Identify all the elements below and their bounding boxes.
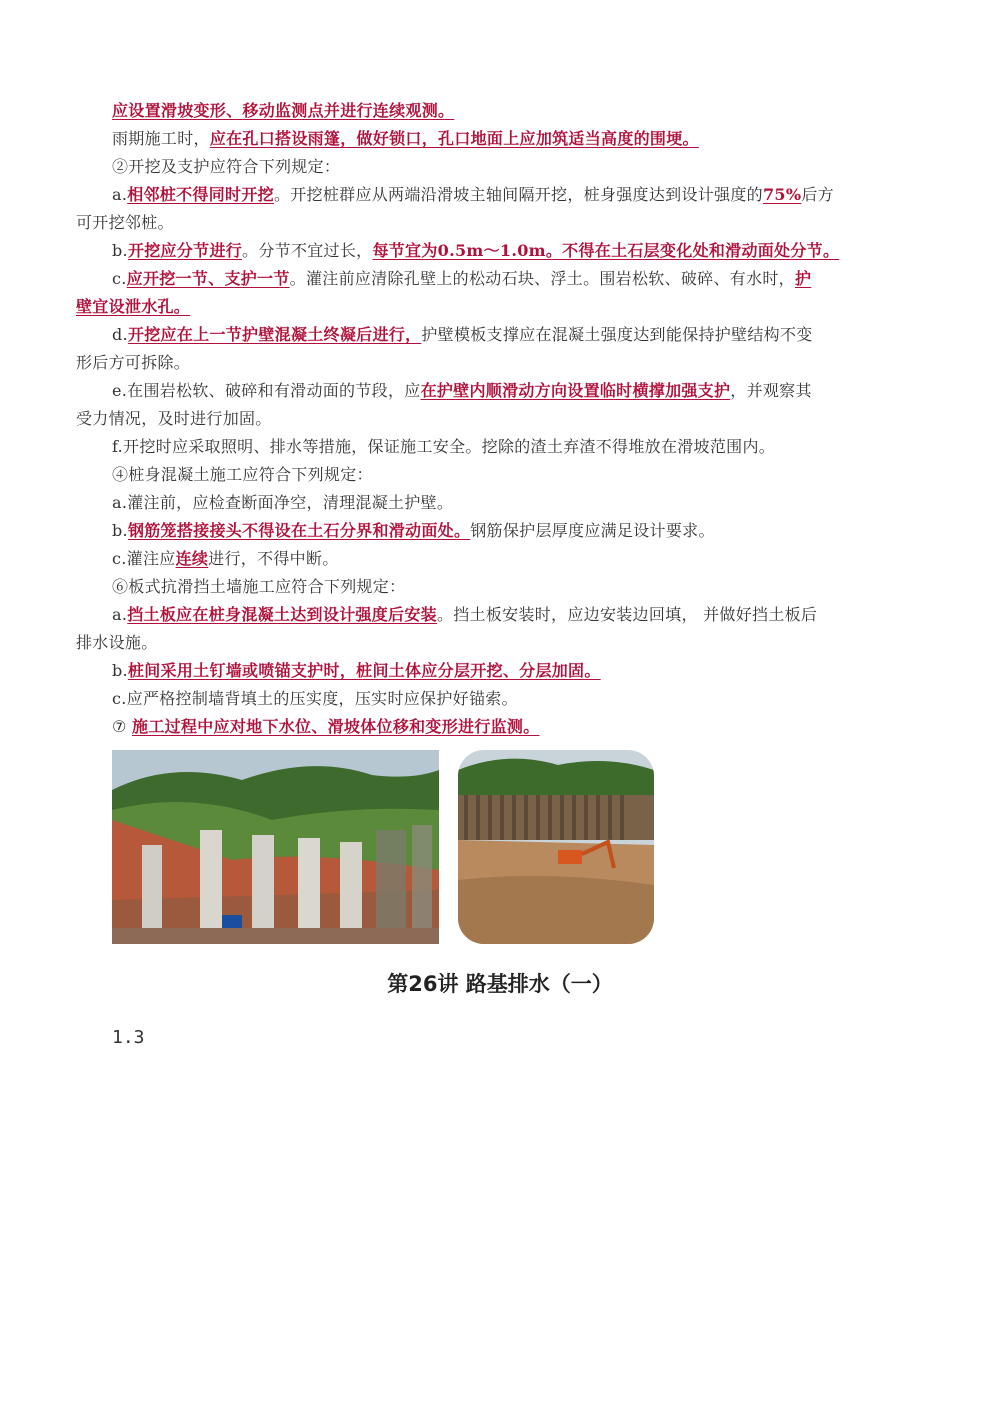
plain-text: c. bbox=[112, 269, 127, 288]
section-number: 1.3 bbox=[112, 1027, 145, 1048]
text-line bbox=[76, 209, 926, 237]
text-line bbox=[112, 545, 962, 573]
plain-text: 。灌注前应清除孔壁上的松动石块、浮土。围岩松软、破碎、有水时， bbox=[289, 269, 795, 288]
highlighted-text: 挡土板应在桩身混凝土达到设计强度后安装 bbox=[127, 605, 437, 624]
highlighted-text: 在护壁内顺滑动方向设置临时横撑加强支护 bbox=[420, 381, 731, 400]
text-line bbox=[112, 125, 962, 153]
plain-text: 。分节不宜过长， bbox=[242, 241, 373, 260]
plain-text: 可开挖邻桩。 bbox=[76, 213, 174, 232]
text-line bbox=[112, 377, 962, 405]
highlighted-text: 壁宜设泄水孔。 bbox=[76, 297, 191, 316]
plain-text: a. bbox=[112, 605, 128, 624]
plain-text: c.应严格控制墙背填土的压实度，压实时应保护好锚索。 bbox=[112, 689, 518, 708]
text-line bbox=[112, 573, 962, 601]
highlighted-text: 施工过程中应对地下水位、滑坡体位移和变形进行监测。 bbox=[132, 717, 540, 736]
plain-text: b. bbox=[112, 661, 128, 680]
text-line bbox=[112, 433, 962, 461]
plain-text: ②开挖及支护应符合下列规定： bbox=[112, 157, 341, 176]
highlighted-text: 应在孔口搭设雨篷，做好锁口，孔口地面上应加筑适当高度的围埂。 bbox=[209, 129, 699, 148]
plain-text: b. bbox=[112, 241, 128, 260]
text-line bbox=[112, 181, 962, 209]
highlighted-text: 应设置滑坡变形、移动监测点并进行连续观测。 bbox=[112, 101, 455, 120]
plain-text: a. bbox=[112, 185, 128, 204]
text-line bbox=[112, 489, 962, 517]
text-line bbox=[76, 405, 926, 433]
plain-text: 受力情况，及时进行加固。 bbox=[76, 409, 272, 428]
text-line bbox=[112, 685, 962, 713]
lecture-heading: 第26讲 路基排水（一） bbox=[387, 972, 613, 996]
text-line bbox=[112, 265, 962, 293]
text-line bbox=[112, 517, 962, 545]
highlighted-text: 钢筋笼搭接接头不得设在土石分界和滑动面处。 bbox=[127, 521, 471, 540]
highlighted-text: 每节宜为0.5m～1.0m。不得在土石层变化处和滑动面处分节。 bbox=[372, 241, 840, 260]
plain-text: 雨期施工时， bbox=[112, 129, 210, 148]
text-line bbox=[112, 461, 962, 489]
plain-text: 钢筋保护层厚度应满足设计要求。 bbox=[470, 521, 715, 540]
highlighted-text: 相邻桩不得同时开挖 bbox=[127, 185, 274, 204]
plain-text: e.在围岩松软、破碎和有滑动面的节段，应 bbox=[112, 381, 421, 400]
plain-text: a.灌注前，应检查断面净空，清理混凝土护壁。 bbox=[112, 493, 454, 512]
text-line bbox=[112, 97, 962, 125]
highlighted-text: 开挖应分节进行 bbox=[127, 241, 243, 260]
photo-retaining-wall-excavation bbox=[458, 750, 654, 944]
highlighted-text: 护 bbox=[794, 269, 812, 288]
plain-text: 排水设施。 bbox=[76, 633, 158, 652]
plain-text: c.灌注应 bbox=[112, 549, 176, 568]
text-line bbox=[76, 349, 926, 377]
text-line bbox=[112, 237, 962, 265]
plain-text: f.开挖时应采取照明、排水等措施，保证施工安全。挖除的渣土弃渣不得堆放在滑坡范围内。 bbox=[112, 437, 776, 456]
plain-text: ⑦ bbox=[112, 717, 133, 736]
plain-text: 后方 bbox=[801, 185, 834, 204]
text-line bbox=[112, 713, 962, 741]
highlighted-text: 75% bbox=[762, 185, 802, 204]
plain-text: 进行，不得中断。 bbox=[208, 549, 339, 568]
plain-text: ⑥板式抗滑挡土墙施工应符合下列规定： bbox=[112, 577, 406, 596]
plain-text: ④桩身混凝土施工应符合下列规定： bbox=[112, 465, 373, 484]
text-line bbox=[112, 321, 962, 349]
highlighted-text: 开挖应在上一节护壁混凝土终凝后进行， bbox=[127, 325, 422, 344]
plain-text: 形后方可拆除。 bbox=[76, 353, 191, 372]
photo-anti-slide-piles bbox=[112, 750, 439, 944]
text-line bbox=[112, 153, 962, 181]
highlighted-text: 应开挖一节、支护一节 bbox=[126, 269, 290, 288]
text-line bbox=[76, 293, 926, 321]
text-line bbox=[112, 601, 962, 629]
plain-text: d. bbox=[112, 325, 128, 344]
text-line bbox=[112, 657, 962, 685]
plain-text: 。挡土板安装时，应边安装边回填， 并做好挡土板后 bbox=[436, 605, 818, 624]
plain-text: ，并观察其 bbox=[730, 381, 812, 400]
highlighted-text: 桩间采用土钉墙或喷锚支护时，桩间土体应分层开挖、分层加固。 bbox=[127, 661, 601, 680]
plain-text: 护壁模板支撑应在混凝土强度达到能保持护壁结构不变 bbox=[421, 325, 813, 344]
plain-text: b. bbox=[112, 521, 128, 540]
highlighted-text: 连续 bbox=[175, 549, 209, 568]
text-line bbox=[76, 629, 926, 657]
plain-text: 。开挖桩群应从两端沿滑坡主轴间隔开挖，桩身强度达到设计强度的 bbox=[273, 185, 763, 204]
